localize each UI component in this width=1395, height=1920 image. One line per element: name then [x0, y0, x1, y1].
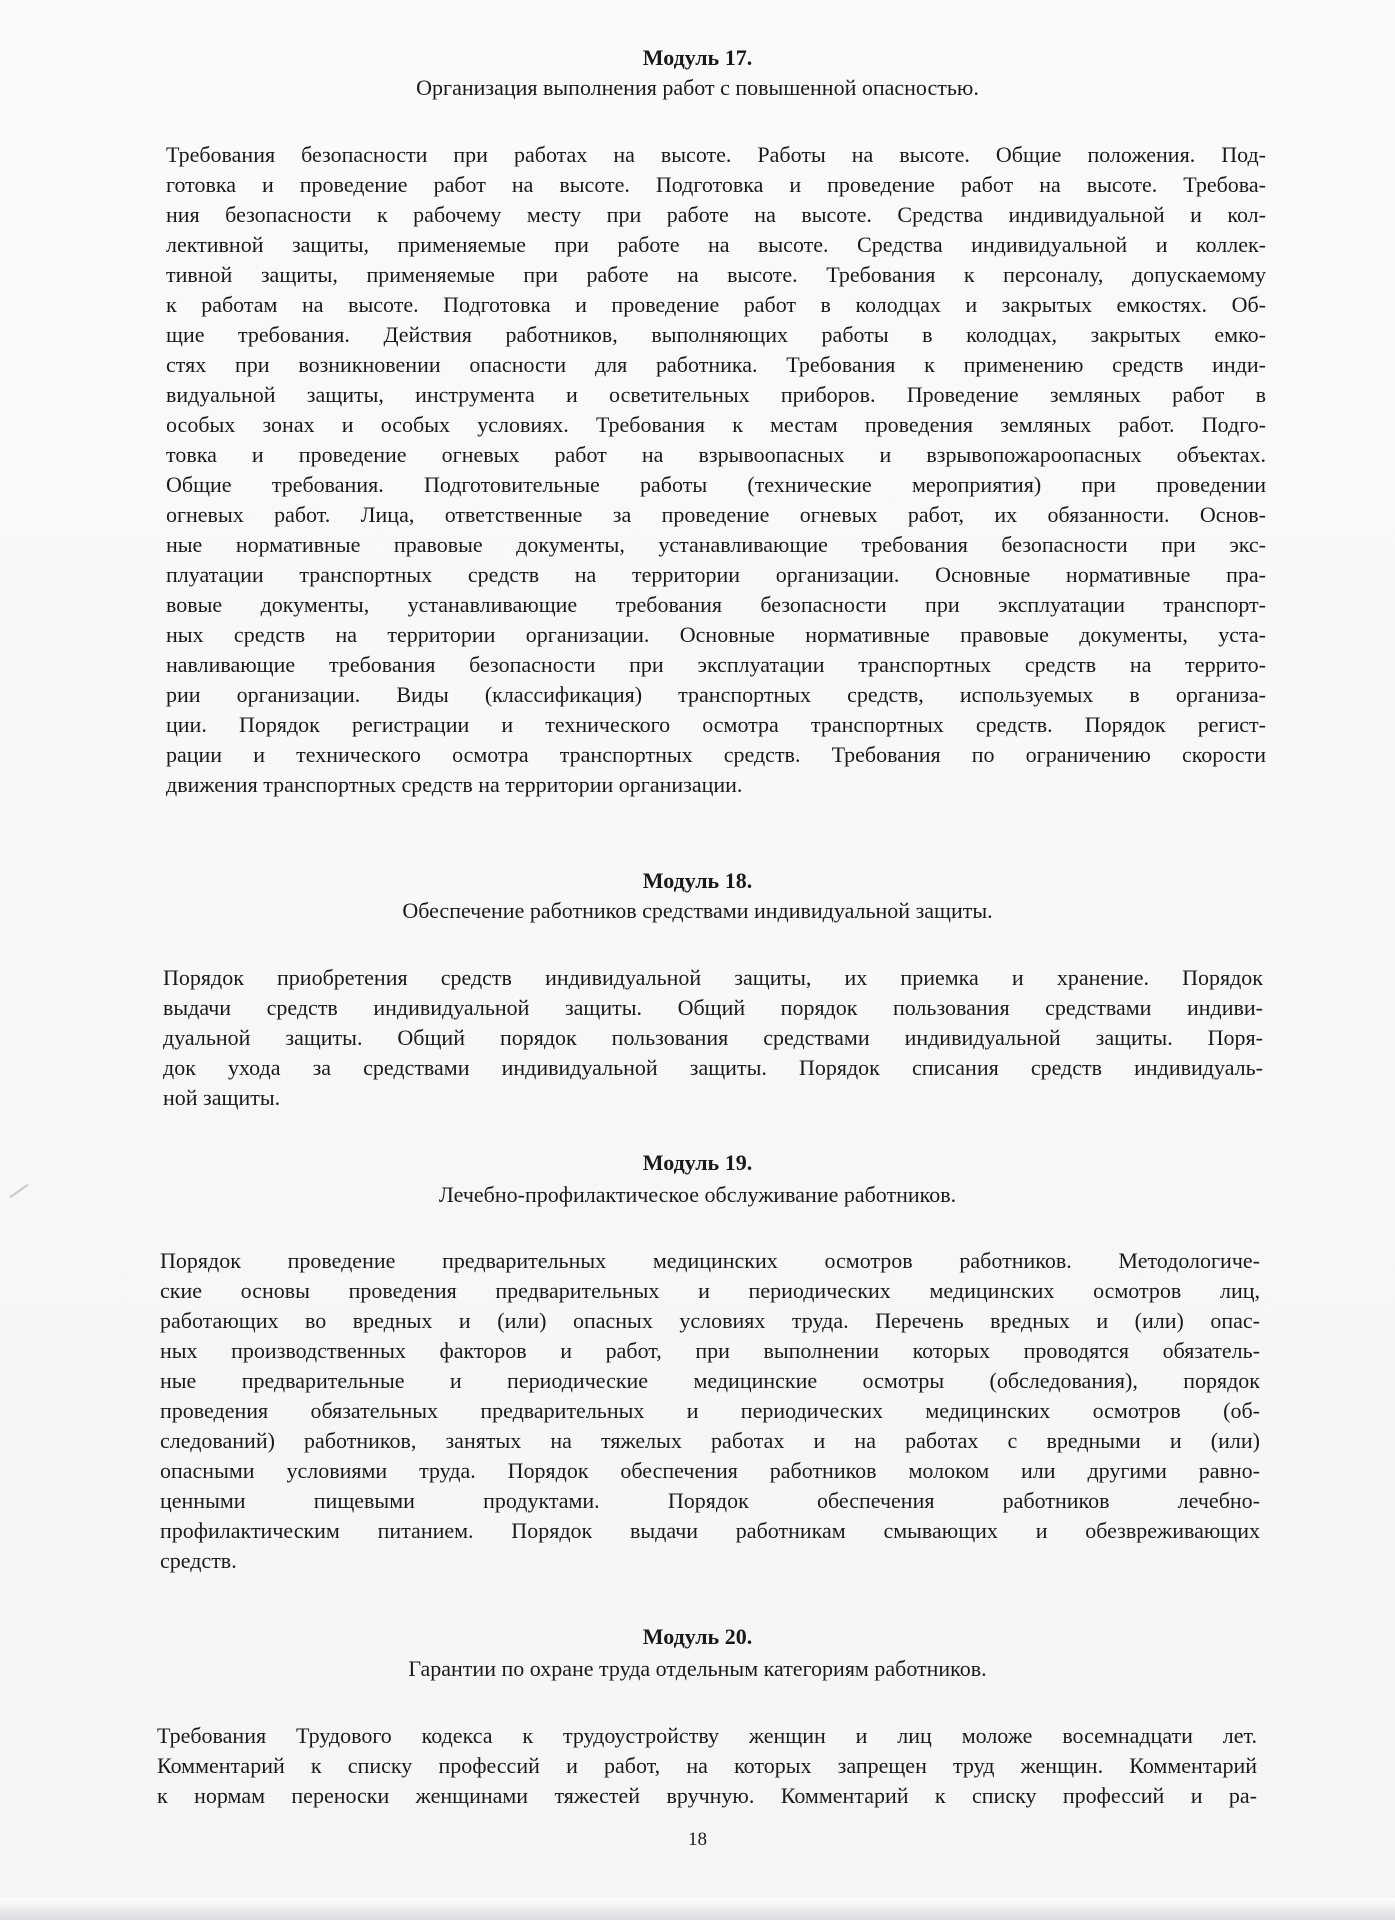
text-line: плуатации транспортных средств на территории организации. Основные нормативные пра- — [166, 562, 1266, 587]
text-line: Комментарий к списку профессий и работ, на которых запрещен труд женщин. Комментарий — [157, 1753, 1257, 1778]
text-line: ные предварительные и периодические медицинские осмотры (обследования), порядок — [160, 1368, 1260, 1393]
text-line: ния безопасности к рабочему месту при работе на высоте. Средства индивидуальной и кол- — [166, 202, 1266, 227]
module-18-title: Модуль 18. — [642, 868, 753, 893]
text-line: лективной защиты, применяемые при работе на высоте. Средства индивидуальной и коллек- — [166, 232, 1266, 257]
text-line: огневых работ. Лица, ответственные за проведение огневых работ, их обязанности. Основ- — [166, 502, 1266, 527]
text-line: дуальной защиты. Общий порядок пользования средствами индивидуальной защиты. Поря- — [163, 1025, 1263, 1050]
text-line: товка и проведение огневых работ на взрывоопасных и взрывопожароопасных объектах. — [166, 442, 1266, 467]
module-19-body — [160, 1246, 1260, 1576]
module-18-body — [163, 963, 1263, 1113]
text-line: следований) работников, занятых на тяжелых работах и на работах с вредными и (или) — [160, 1428, 1260, 1453]
text-line: рации и технического осмотра транспортных средств. Требования по ограничению скорости — [166, 742, 1266, 767]
text-line: ных средств на территории организации. Основные нормативные правовые документы, уста- — [166, 622, 1266, 647]
text-line: средств. — [160, 1548, 237, 1573]
text-line: ной защиты. — [163, 1085, 281, 1110]
module-19-subtitle: Лечебно-профилактическое обслуживание работников. — [438, 1182, 957, 1207]
text-line: щие требования. Действия работников, выполняющих работы в колодцах, закрытых емко- — [166, 322, 1266, 347]
text-line: к нормам переноски женщинами тяжестей вручную. Комментарий к списку профессий и ра- — [157, 1783, 1257, 1808]
module-19-title: Модуль 19. — [642, 1150, 753, 1175]
module-17-body — [166, 140, 1266, 800]
text-line: ценными пищевыми продуктами. Порядок обеспечения работников лечебно- — [160, 1488, 1260, 1513]
module-20-subtitle: Гарантии по охране труда отдельным категориям работников. — [408, 1656, 987, 1681]
text-line: вовые документы, устанавливающие требования безопасности при эксплуатации транспорт- — [166, 592, 1266, 617]
text-line: стях при возникновении опасности для работника. Требования к применению средств инди- — [166, 352, 1266, 377]
text-line: Требования Трудового кодекса к трудоустройству женщин и лиц моложе восемнадцати лет. — [157, 1723, 1257, 1748]
module-17-subtitle: Организация выполнения работ с повышенной опасностью. — [416, 75, 979, 100]
page-bottom-edge — [0, 1898, 1395, 1920]
module-18-subtitle: Обеспечение работников средствами индивидуальной защиты. — [402, 898, 993, 923]
text-line: ных производственных факторов и работ, при выполнении которых проводятся обязатель- — [160, 1338, 1260, 1363]
text-line: видуальной защиты, инструмента и осветительных приборов. Проведение земляных работ в — [166, 382, 1266, 407]
text-line: рии организации. Виды (классификация) транспортных средств, используемых в организа- — [166, 682, 1266, 707]
text-line: Порядок приобретения средств индивидуальной защиты, их приемка и хранение. Порядок — [163, 965, 1263, 990]
text-line: ные нормативные правовые документы, устанавливающие требования безопасности при экс- — [166, 532, 1266, 557]
text-line: тивной защиты, применяемые при работе на высоте. Требования к персоналу, допускаемому — [166, 262, 1266, 287]
text-line: Общие требования. Подготовительные работы (технические мероприятия) при проведении — [166, 472, 1266, 497]
text-line: навливающие требования безопасности при эксплуатации транспортных средств на террито- — [166, 652, 1266, 677]
text-line: док ухода за средствами индивидуальной защиты. Порядок списания средств индивидуаль- — [163, 1055, 1263, 1080]
text-line: ские основы проведения предварительных и периодических медицинских осмотров лиц, — [160, 1278, 1260, 1303]
text-line: Требования безопасности при работах на высоте. Работы на высоте. Общие положения. Под- — [166, 142, 1266, 167]
text-line: выдачи средств индивидуальной защиты. Общий порядок пользования средствами индиви- — [163, 995, 1263, 1020]
text-line: к работам на высоте. Подготовка и проведение работ в колодцах и закрытых емкостях. Об- — [166, 292, 1266, 317]
text-line: профилактическим питанием. Порядок выдачи работникам смывающих и обезвреживающих — [160, 1518, 1260, 1543]
text-line: работающих во вредных и (или) опасных условиях труда. Перечень вредных и (или) опас- — [160, 1308, 1260, 1333]
module-20-body — [157, 1721, 1257, 1811]
module-17-title: Модуль 17. — [642, 45, 753, 70]
text-line: проведения обязательных предварительных и периодических медицинских осмотров (об- — [160, 1398, 1260, 1423]
page-number: 18 — [688, 1829, 707, 1850]
module-20-title: Модуль 20. — [642, 1624, 753, 1649]
text-line: движения транспортных средств на территории организации. — [166, 772, 743, 797]
text-line: готовка и проведение работ на высоте. Подготовка и проведение работ на высоте. Требова- — [166, 172, 1266, 197]
text-line: ции. Порядок регистрации и технического осмотра транспортных средств. Порядок регист- — [166, 712, 1266, 737]
text-line: Порядок проведение предварительных медицинских осмотров работников. Методологиче- — [160, 1248, 1260, 1273]
text-line: опасными условиями труда. Порядок обеспечения работников молоком или другими равно- — [160, 1458, 1260, 1483]
text-line: особых зонах и особых условиях. Требования к местам проведения земляных работ. Подго- — [166, 412, 1266, 437]
